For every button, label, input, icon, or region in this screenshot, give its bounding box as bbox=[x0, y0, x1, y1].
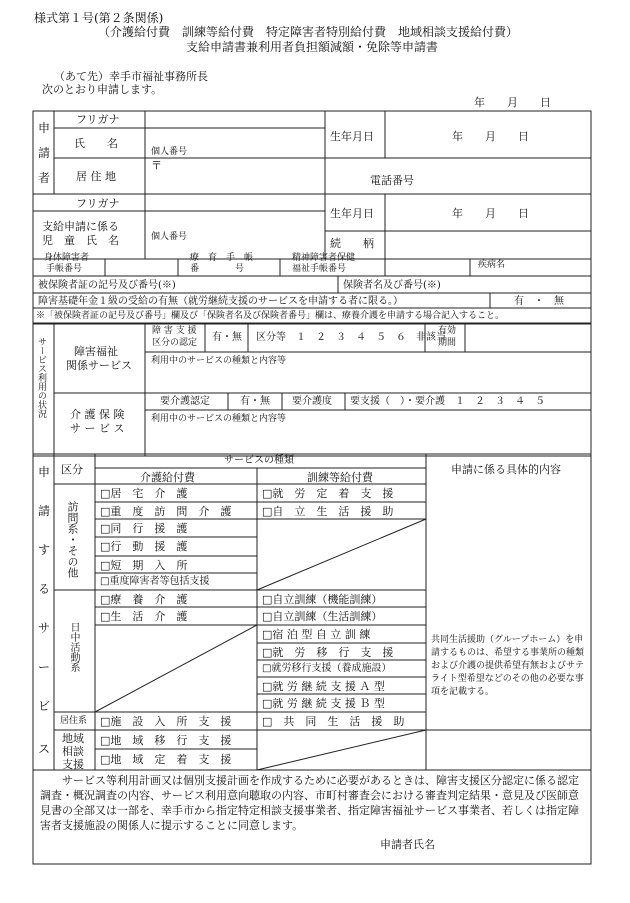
disease-name-label: 疾病名 bbox=[478, 260, 506, 270]
mental-card-label-line1: 精神障害者保健 bbox=[292, 253, 356, 263]
nicchu-category: 日中活動系 bbox=[68, 622, 79, 672]
applicant-personal-number-label: 個人番号 bbox=[151, 147, 188, 157]
chiiki-category-2: 相談 bbox=[62, 745, 84, 758]
child-name-label-line1: 支給申請に係る bbox=[42, 220, 119, 233]
care-in-use-label: 利用中のサービスの種類と内容等 bbox=[151, 414, 287, 424]
houmon-category: 訪問系・その他 bbox=[66, 501, 79, 578]
service-checkbox[interactable]: □療 養 介 護 bbox=[100, 593, 188, 606]
service-checkbox[interactable]: □自立訓練（生活訓練） bbox=[262, 610, 383, 623]
kyoju-category: 居住系 bbox=[60, 716, 88, 726]
service-side-8: ス bbox=[38, 742, 51, 756]
chiiki-category-3: 支援 bbox=[62, 758, 84, 771]
welfare-service-label-line2: 関係サービス bbox=[66, 359, 132, 372]
care-cert-label: 要介護認定 bbox=[160, 396, 210, 407]
chiiki-category-1: 地域 bbox=[62, 732, 84, 745]
service-checkbox[interactable]: □短 期 入 所 bbox=[100, 559, 188, 572]
service-checkbox[interactable]: □重 度 訪 問 介 護 bbox=[100, 505, 232, 518]
valid-period-label-line2: 期間 bbox=[438, 338, 457, 348]
support-class-options: 区分等 １ ２ ３ ４ ５ ６ 非該当 bbox=[256, 332, 446, 343]
child-furigana-label: フリガナ bbox=[76, 197, 120, 210]
service-checkbox[interactable]: □施 設 入 所 支 援 bbox=[100, 715, 232, 728]
child-name-label-line2: 児 童 氏 名 bbox=[42, 234, 119, 247]
welfare-in-use-label: 利用中のサービスの種類と内容等 bbox=[151, 356, 287, 366]
service-checkbox[interactable]: □重度障害者等包括支援 bbox=[100, 576, 210, 587]
valid-period-label-line1: 有効 bbox=[438, 326, 457, 336]
kaigo-header: 介護給付費 bbox=[140, 471, 195, 484]
service-checkbox[interactable]: □地 域 定 着 支 援 bbox=[100, 753, 232, 766]
support-cert-label-line2: 区分の認定 bbox=[152, 338, 198, 348]
physical-card-label-line2: 手帳番号 bbox=[46, 264, 83, 274]
mental-card-label-line2: 福祉手帳番号 bbox=[292, 264, 347, 274]
form-title-line1: （介護給付費 訓練等給付費 特定障害者特別給付費 地域相談支援給付費） bbox=[98, 25, 519, 39]
applicant-label-3: 者 bbox=[38, 171, 51, 185]
service-checkbox[interactable]: □同 行 援 護 bbox=[100, 522, 188, 535]
insurer-label: 保険者名及び番号(※) bbox=[343, 280, 441, 291]
cards-note: ※「被保険者証の記号及び番号」欄及び「保険者名及び保険者番号」欄は、療養介護を申請する場合記入すること。 bbox=[36, 311, 505, 321]
service-checkbox[interactable]: □就 労 定 着 支 援 bbox=[262, 487, 394, 500]
service-checkbox[interactable]: □地 域 移 行 支 援 bbox=[100, 734, 232, 747]
signature-field[interactable] bbox=[440, 835, 570, 853]
insured-number-label: 被保険者証の記号及び番号(※) bbox=[38, 280, 176, 291]
child-birthdate-label: 生年月日 bbox=[330, 207, 374, 220]
service-checkbox[interactable]: □就 労 移 行 支 援 bbox=[262, 646, 394, 659]
applicant-birthdate-label: 生年月日 bbox=[330, 130, 374, 143]
consent-text: サービス等利用計画又は個別支援計画を作成するために必要があるときは、障害支援区分認定に係る認定調査・概況調査の内容、サービス利用意向聴取の内容、市町村審査会における審査判定結果・意見及び医師意見書の全部又は一部を、幸手市から指定特定相談支援事業者、指定障害福祉サービス事業者、若しくは指定障害者支援施設の関係人に提示することに同意します。 bbox=[40, 774, 579, 832]
ryoiku-card-label-line2: 番 号 bbox=[190, 264, 245, 274]
kunren-header: 訓練等給付費 bbox=[307, 471, 373, 484]
applicant-label-2: 請 bbox=[38, 146, 51, 160]
intro-text: 次のとおり申請します。 bbox=[42, 83, 163, 96]
service-side-6: ー bbox=[38, 660, 51, 674]
service-side-3: す bbox=[38, 543, 51, 557]
service-side-1: 申 bbox=[38, 465, 51, 479]
addressee: （あて先）幸手市福祉事務所長 bbox=[54, 70, 208, 83]
service-checkbox[interactable]: □ 共 同 生 活 援 助 bbox=[262, 715, 405, 728]
signature-label: 申請者氏名 bbox=[380, 838, 435, 851]
care-insurance-label-line1: 介 護 保 険 bbox=[70, 408, 125, 421]
ryoiku-card-label-line1: 療 育 手 帳 bbox=[190, 253, 254, 263]
service-checkbox[interactable]: □自 立 生 活 援 助 bbox=[262, 505, 394, 518]
service-side-5: サ bbox=[38, 621, 51, 635]
applicant-label-1: 申 bbox=[38, 121, 51, 135]
group-home-note: 共同生活援助（グループホーム）を申請するものは、希望する事業所の種類および介護の提供希望有無およびサテライト型希望などのその他の必要な事項を記載する。 bbox=[431, 635, 585, 697]
support-cert-label-line1: 障 害 支 援 bbox=[152, 326, 197, 336]
service-checkbox[interactable]: □行 動 援 護 bbox=[100, 540, 188, 553]
service-checkbox[interactable]: □生 活 介 護 bbox=[100, 610, 188, 623]
service-checkbox[interactable]: □自立訓練（機能訓練） bbox=[262, 593, 383, 606]
form-number: 様式第１号(第２条関係) bbox=[34, 11, 164, 25]
detail-header: 申請に係る具体的内容 bbox=[451, 463, 561, 476]
physical-card-label-line1: 身体障害者 bbox=[44, 253, 90, 263]
applicant-name-label: 氏 名 bbox=[74, 137, 118, 150]
care-insurance-label-line2: サ ー ビ ス bbox=[70, 422, 125, 435]
pension-choice: 有 ・ 無 bbox=[514, 296, 564, 307]
care-degree-label: 要介護度 bbox=[292, 396, 332, 407]
service-checkbox[interactable]: □就 労 継 続 支 援 Ａ 型 bbox=[262, 680, 385, 693]
service-checkbox[interactable]: □宿 泊 型 自 立 訓 練 bbox=[262, 628, 371, 641]
service-side-4: る bbox=[38, 582, 51, 596]
category-header: 区分 bbox=[61, 463, 83, 476]
service-checkbox[interactable]: □居 宅 介 護 bbox=[100, 487, 188, 500]
form-title-line2: 支給申請書兼利用者負担額減額・免除等申請書 bbox=[186, 40, 439, 54]
care-level-options: 要支援（ ）・要介護 １ ２ ３ ４ ５ bbox=[350, 396, 545, 407]
postal-mark: 〒 bbox=[151, 159, 162, 172]
applicant-furigana-label: フリガナ bbox=[76, 113, 120, 126]
child-personal-number-label: 個人番号 bbox=[151, 232, 188, 242]
support-cert-choice: 有・無 bbox=[212, 332, 242, 343]
pension-label: 障害基礎年金１級の受給の有無（就労継続支援のサービスを申請する者に限る。） bbox=[38, 296, 403, 307]
child-birthdate-value: 年 月 日 bbox=[452, 207, 529, 220]
phone-label: 電話番号 bbox=[370, 174, 414, 187]
applicant-birthdate-value: 年 月 日 bbox=[452, 130, 529, 143]
welfare-service-label-line1: 障害福祉 bbox=[74, 345, 118, 358]
service-kind-header: サービスの種類 bbox=[224, 455, 294, 466]
care-cert-choice: 有・無 bbox=[240, 396, 270, 407]
relation-label: 続 柄 bbox=[330, 237, 374, 250]
application-date: 年 月 日 bbox=[474, 96, 551, 109]
service-side-2: 請 bbox=[38, 504, 51, 518]
service-checkbox[interactable]: □就 労 継 続 支 援 Ｂ 型 bbox=[262, 697, 385, 710]
applicant-address-label: 居 住 地 bbox=[76, 170, 116, 183]
usage-side-label: サービス利用の状況 bbox=[36, 337, 46, 418]
service-side-7: ビ bbox=[38, 699, 51, 713]
service-checkbox[interactable]: □就労移行支援（養成施設） bbox=[262, 663, 392, 674]
